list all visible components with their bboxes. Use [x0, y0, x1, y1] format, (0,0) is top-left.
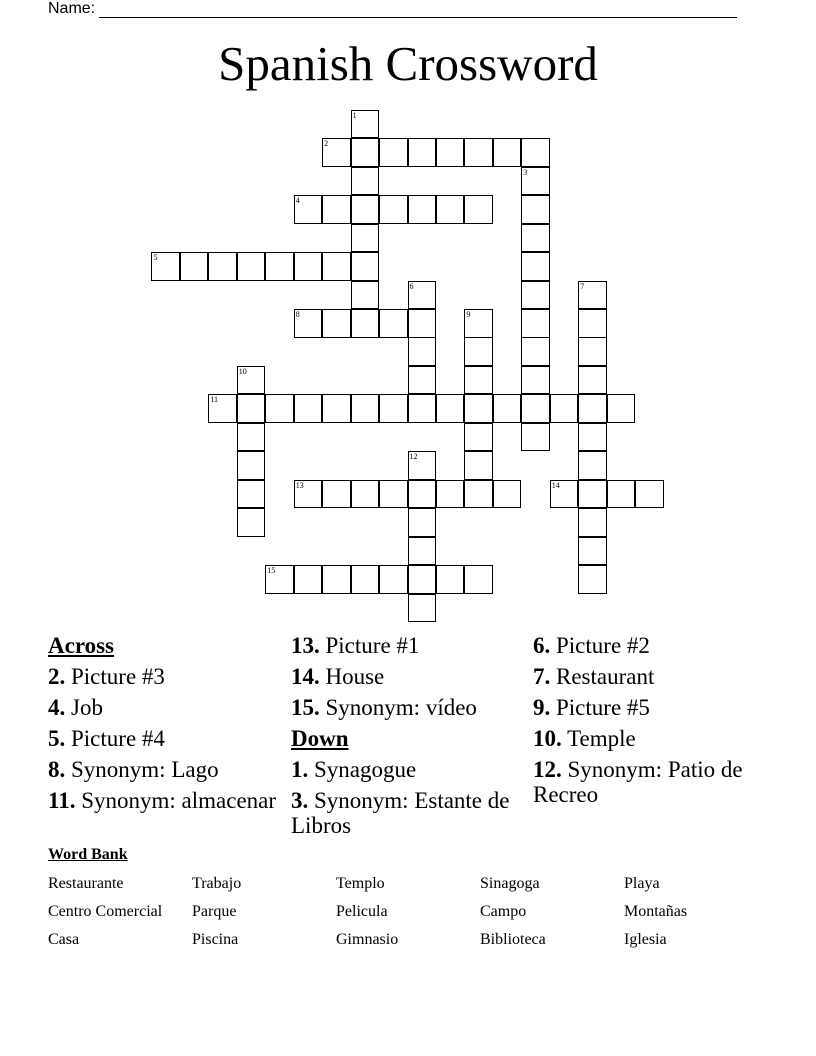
grid-cell[interactable]	[521, 423, 550, 452]
clue-text: Picture #3	[71, 664, 165, 689]
clue-number: 12	[409, 452, 418, 462]
word-bank-title: Word Bank	[48, 846, 128, 863]
grid-cell[interactable]	[578, 309, 607, 338]
grid-cell[interactable]	[294, 252, 323, 281]
grid-cell[interactable]	[464, 138, 493, 167]
grid-cell[interactable]	[294, 394, 323, 423]
grid-cell[interactable]	[408, 480, 437, 509]
across-clue-list-continued	[291, 630, 526, 723]
grid-cell[interactable]	[408, 309, 437, 338]
grid-cell[interactable]	[237, 480, 266, 509]
clue-text: Restaurant	[556, 664, 655, 689]
clue-text: Temple	[567, 726, 636, 751]
grid-cell[interactable]	[351, 480, 380, 509]
grid-cell[interactable]	[322, 394, 351, 423]
word-bank-word: Playa	[624, 875, 660, 892]
grid-cell[interactable]	[521, 195, 550, 224]
grid-cell[interactable]	[180, 252, 209, 281]
clue-number: 9	[466, 310, 471, 319]
clue-column-3	[533, 630, 773, 810]
word-bank-word: Montañas	[624, 903, 688, 920]
grid-cell[interactable]	[379, 138, 408, 167]
grid-cell[interactable]	[550, 480, 579, 509]
grid-cell[interactable]	[294, 195, 323, 224]
clue-number: 14	[551, 480, 560, 490]
clue-number: 13.	[291, 633, 320, 658]
clue-number: 10	[238, 366, 247, 376]
clue-number: 5.	[48, 726, 66, 751]
clue-number: 11	[210, 395, 219, 405]
grid-cell[interactable]	[237, 366, 266, 395]
grid-cell[interactable]	[464, 337, 493, 366]
grid-cell[interactable]	[351, 110, 380, 139]
grid-cell[interactable]	[322, 565, 351, 594]
word-bank-row	[48, 928, 768, 956]
clue-item	[48, 754, 283, 785]
grid-cell[interactable]	[436, 394, 465, 423]
grid-cell[interactable]	[578, 337, 607, 366]
grid-cell[interactable]	[208, 252, 237, 281]
clue-text: Picture #4	[71, 726, 165, 751]
grid-cell[interactable]	[578, 537, 607, 566]
word-bank-word: Sinagoga	[480, 875, 540, 892]
grid-cell[interactable]	[379, 394, 408, 423]
grid-cell[interactable]	[521, 309, 550, 338]
grid-cell[interactable]	[578, 394, 607, 423]
grid-cell[interactable]	[436, 565, 465, 594]
grid-cell[interactable]	[351, 309, 380, 338]
grid-cell[interactable]	[351, 394, 380, 423]
grid-cell[interactable]	[408, 281, 437, 310]
clue-item	[291, 661, 526, 692]
grid-cell[interactable]	[464, 366, 493, 395]
clue-number: 10.	[533, 726, 562, 751]
grid-cell[interactable]	[578, 480, 607, 509]
word-bank-word: Biblioteca	[480, 931, 546, 948]
clue-number: 8	[295, 310, 300, 319]
word-bank-row	[48, 872, 768, 900]
clue-item	[291, 630, 526, 661]
grid-cell[interactable]	[322, 138, 351, 167]
word-bank-word: Restaurante	[48, 875, 124, 892]
clue-number: 3.	[291, 788, 309, 813]
clue-item	[291, 785, 526, 841]
grid-cell[interactable]	[578, 366, 607, 395]
grid-cell[interactable]	[379, 565, 408, 594]
grid-cell[interactable]	[493, 138, 522, 167]
page-title: Spanish Crossword	[218, 36, 598, 91]
grid-cell[interactable]	[351, 281, 380, 310]
grid-cell[interactable]	[322, 252, 351, 281]
grid-cell[interactable]	[237, 423, 266, 452]
down-clue-list	[291, 754, 526, 841]
clue-number: 7.	[533, 664, 551, 689]
grid-cell[interactable]	[408, 195, 437, 224]
clue-number: 1	[352, 110, 357, 120]
grid-cell[interactable]	[265, 252, 294, 281]
clue-item	[533, 692, 773, 723]
word-bank-word: Casa	[48, 931, 80, 948]
clue-number: 9.	[533, 695, 551, 720]
clue-text: Picture #1	[325, 633, 420, 658]
grid-cell[interactable]	[265, 565, 294, 594]
grid-cell[interactable]	[493, 394, 522, 423]
grid-cell[interactable]	[464, 565, 493, 594]
grid-cell[interactable]	[237, 508, 266, 537]
grid-cell[interactable]	[464, 451, 493, 480]
grid-cell[interactable]	[521, 252, 550, 281]
grid-cell[interactable]	[408, 451, 437, 480]
grid-cell[interactable]	[151, 252, 180, 281]
grid-cell[interactable]	[521, 281, 550, 310]
grid-cell[interactable]	[578, 423, 607, 452]
clue-number: 5	[153, 253, 158, 263]
grid-cell[interactable]	[408, 565, 437, 594]
grid-cell[interactable]	[408, 138, 437, 167]
clue-text: Picture #5	[556, 695, 650, 720]
grid-cell[interactable]	[379, 195, 408, 224]
clue-number: 11.	[48, 788, 76, 813]
grid-cell[interactable]	[607, 480, 636, 509]
word-bank-word: Iglesia	[624, 931, 667, 948]
clue-number: 4.	[48, 695, 66, 720]
grid-cell[interactable]	[408, 594, 437, 623]
grid-cell[interactable]	[464, 309, 493, 338]
grid-cell[interactable]	[436, 138, 465, 167]
grid-cell[interactable]	[408, 394, 437, 423]
grid-cell[interactable]	[436, 195, 465, 224]
clue-number: 7	[580, 281, 585, 291]
grid-cell[interactable]	[408, 508, 437, 537]
name-label: Name:	[48, 0, 96, 17]
grid-cell[interactable]	[351, 565, 380, 594]
clue-text: House	[325, 664, 385, 689]
grid-cell[interactable]	[464, 195, 493, 224]
clue-text: Synonym: vídeo	[325, 695, 477, 720]
word-bank-row	[48, 900, 768, 928]
clue-number: 2	[324, 139, 329, 149]
grid-cell[interactable]	[379, 480, 408, 509]
grid-cell[interactable]	[493, 480, 522, 509]
grid-cell[interactable]	[294, 480, 323, 509]
grid-cell[interactable]	[521, 167, 550, 196]
word-bank-word: Campo	[480, 903, 527, 920]
clue-number: 15.	[291, 695, 320, 720]
clue-text: Synonym: Lago	[71, 757, 219, 782]
grid-cell[interactable]	[521, 337, 550, 366]
clue-item	[291, 692, 526, 723]
word-bank-word: Pelicula	[336, 903, 388, 920]
grid-cell[interactable]	[322, 480, 351, 509]
clue-item	[48, 785, 283, 816]
word-bank-word: Parque	[192, 903, 237, 920]
clue-number: 13	[295, 480, 304, 490]
grid-cell[interactable]	[408, 337, 437, 366]
clue-number: 2.	[48, 664, 66, 689]
grid-cell[interactable]	[635, 480, 664, 509]
clue-item	[533, 661, 773, 692]
grid-cell[interactable]	[294, 565, 323, 594]
grid-cell[interactable]	[578, 565, 607, 594]
clue-number: 6.	[533, 633, 551, 658]
clue-text: Synonym: Estante de Libros	[291, 788, 510, 838]
word-bank-word: Trabajo	[192, 875, 242, 892]
grid-cell[interactable]	[607, 394, 636, 423]
clue-text: Synagogue	[314, 757, 417, 782]
clue-number: 6	[409, 281, 414, 291]
clue-number: 1.	[291, 757, 309, 782]
clue-text: Synonym: almacenar	[81, 788, 277, 813]
grid-cell[interactable]	[521, 224, 550, 253]
grid-cell[interactable]	[464, 480, 493, 509]
grid-cell[interactable]	[379, 309, 408, 338]
grid-cell[interactable]	[578, 451, 607, 480]
clue-item	[533, 630, 773, 661]
grid-cell[interactable]	[237, 394, 266, 423]
word-bank-word: Templo	[336, 875, 385, 892]
grid-cell[interactable]	[351, 195, 380, 224]
clue-text: Picture #2	[556, 633, 650, 658]
clue-number: 3	[523, 167, 528, 177]
grid-cell[interactable]	[294, 309, 323, 338]
grid-cell[interactable]	[322, 309, 351, 338]
clue-item	[533, 723, 773, 754]
grid-cell[interactable]	[550, 394, 579, 423]
grid-cell[interactable]	[521, 138, 550, 167]
grid-cell[interactable]	[436, 480, 465, 509]
clue-item	[48, 723, 283, 754]
grid-cell[interactable]	[237, 451, 266, 480]
grid-cell[interactable]	[578, 281, 607, 310]
grid-cell[interactable]	[521, 394, 550, 423]
clue-number: 12.	[533, 757, 562, 782]
grid-cell[interactable]	[351, 138, 380, 167]
clue-number: 4	[295, 196, 300, 206]
clue-item	[291, 754, 526, 785]
grid-cell[interactable]	[351, 252, 380, 281]
grid-cell[interactable]	[521, 366, 550, 395]
grid-cell[interactable]	[265, 394, 294, 423]
clue-item	[48, 661, 283, 692]
grid-cell[interactable]	[351, 224, 380, 253]
grid-cell[interactable]	[351, 167, 380, 196]
clue-text: Job	[71, 695, 103, 720]
grid-cell[interactable]	[464, 394, 493, 423]
word-bank-word: Gimnasio	[336, 931, 399, 948]
clue-column-2	[291, 630, 526, 841]
grid-cell[interactable]	[464, 423, 493, 452]
clue-number: 8.	[48, 757, 66, 782]
word-bank-word: Piscina	[192, 931, 239, 948]
clue-item	[48, 692, 283, 723]
grid-cell[interactable]	[237, 252, 266, 281]
clue-item	[533, 754, 773, 810]
grid-cell[interactable]	[408, 366, 437, 395]
grid-cell[interactable]	[208, 394, 237, 423]
clue-text: Synonym: Patio de Recreo	[533, 757, 743, 807]
word-bank-word: Centro Comercial	[48, 903, 163, 920]
clue-number: 14.	[291, 664, 320, 689]
word-bank	[48, 872, 768, 956]
grid-cell[interactable]	[578, 508, 607, 537]
clue-column-1	[48, 630, 283, 816]
clue-number: 15	[267, 566, 276, 576]
grid-cell[interactable]	[322, 195, 351, 224]
grid-cell[interactable]	[408, 537, 437, 566]
across-heading: Across	[48, 633, 115, 658]
down-heading: Down	[291, 726, 349, 751]
